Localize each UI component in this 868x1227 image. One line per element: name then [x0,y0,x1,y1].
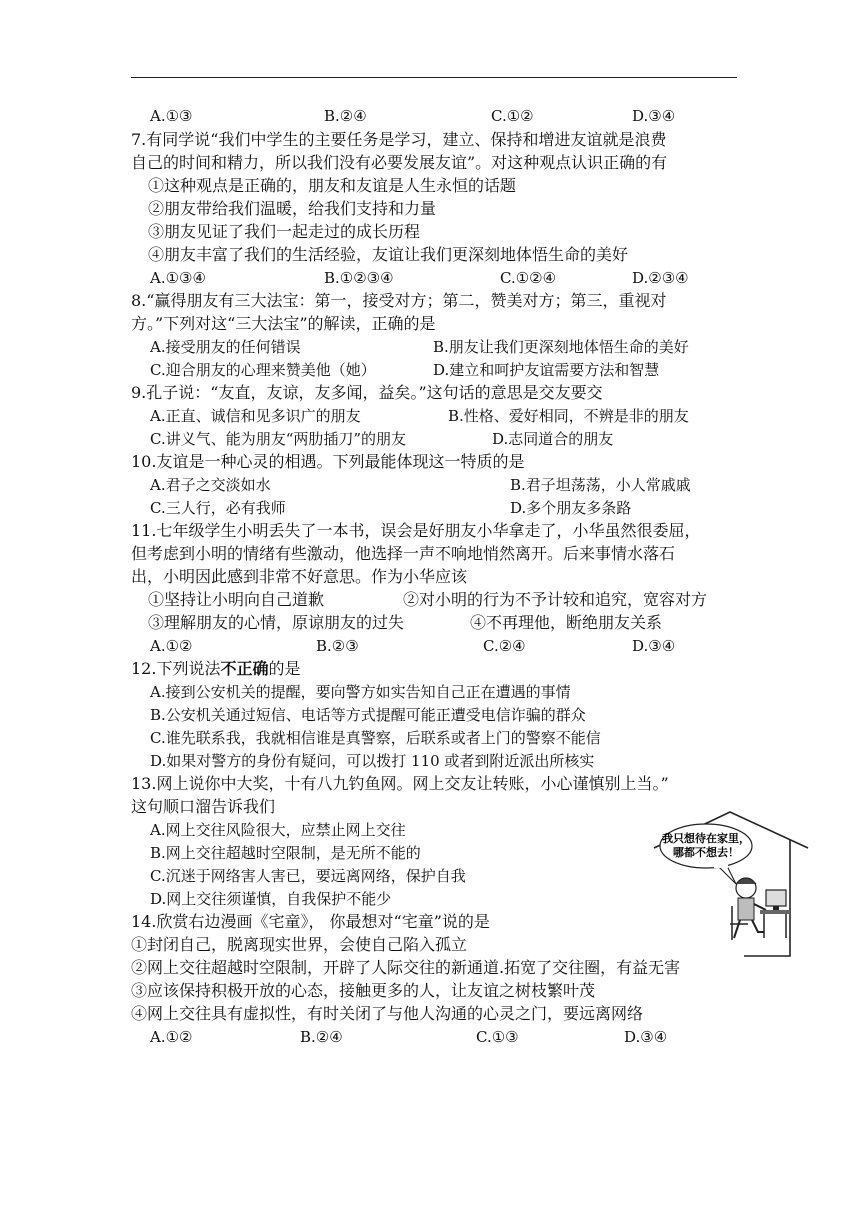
q14-option-d[interactable]: D.③④ [624,1028,668,1046]
q14-stem: 14.欣赏右边漫画《宅童》， 你最想对“宅童”说的是 [131,912,490,931]
q12-option-a[interactable]: A.接到公安机关的提醒，要向警方如实告知自己正在遭遇的事情 [150,683,571,701]
q14-option-c[interactable]: C.①③ [476,1028,519,1046]
q11-item-4: ④不再理他，断绝朋友关系 [470,613,663,632]
header-rule [131,77,737,78]
q12-option-c[interactable]: C.谁先联系我，我就相信谁是真警察，后联系或者上门的警察不能信 [150,729,601,747]
q12-stem-emphasis: 不正确 [220,659,269,678]
q7-option-c[interactable]: C.①②④ [500,269,557,287]
cartoon-zhaitong [652,806,812,968]
q11-stem-line3: 出，小明因此感到非常不好意思。作为小华应该 [131,567,468,586]
q11-item-2: ②对小明的行为不予计较和追究，宽容对方 [403,590,708,609]
q13-option-a[interactable]: A.网上交往风险很大，应禁止网上交往 [150,821,406,839]
q9-option-d[interactable]: D.志同道合的朋友 [492,430,614,448]
q13-stem-line2: 这句顺口溜告诉我们 [131,797,276,816]
q12-stem [131,658,300,680]
bubble-tail-mask [714,863,728,868]
q10-stem: 10.友谊是一种心灵的相遇。下列最能体现这一特质的是 [131,452,525,471]
q12-stem-suffix: 的是 [268,659,301,678]
q6-option-b[interactable]: B.②④ [324,107,367,125]
q9-option-c[interactable]: C.讲义气、能为朋友“两肋插刀”的朋友 [150,430,407,448]
q11-option-d[interactable]: D.③④ [632,637,676,655]
q11-stem-line1: 11.七年级学生小明丢失了一本书，误会是好朋友小华拿走了，小华虽然很委屈， [131,521,701,540]
q10-option-d[interactable]: D.多个朋友多条路 [510,499,632,517]
q6-option-c[interactable]: C.①② [491,107,534,125]
kid-legs [734,920,764,938]
q12-option-d[interactable]: D.如果对警方的身份有疑问，可以拨打 110 或者到附近派出所核实 [150,752,595,770]
monitor-stand [773,906,779,910]
q14-item-2: ②网上交往超越时空限制，开辟了人际交往的新通道.拓宽了交往圈，有益无害 [131,958,681,977]
q10-option-a[interactable]: A.君子之交淡如水 [150,476,271,494]
q11-option-c[interactable]: C.②④ [483,637,526,655]
q6-option-a[interactable]: A.①③ [150,107,193,125]
q7-option-d[interactable]: D.②③④ [632,269,689,287]
kid-arm [754,904,766,910]
q10-option-b[interactable]: B.君子坦荡荡，小人常戚戚 [510,476,691,494]
bubble-line2: 哪都不想去！ [673,846,739,859]
q8-stem-line2: 方。”下列对这“三大法宝”的解读，正确的是 [131,314,436,333]
q7-stem-line1: 7.有同学说“我们中学生的主要任务是学习，建立、保持和增进友谊就是浪费 [131,130,667,149]
q14-item-3: ③应该保持积极开放的心态，接触更多的人，让友谊之树枝繁叶茂 [131,981,596,1000]
q7-stem-line2: 自己的时间和精力，所以我们没有必要发展友谊”。对这种观点认识正确的有 [131,153,668,172]
q7-item-4: ④朋友丰富了我们的生活经验，友谊让我们更深刻地体悟生命的美好 [148,245,629,264]
q7-item-1: ①这种观点是正确的，朋友和友谊是人生永恒的话题 [148,176,517,195]
q14-item-1: ①封闭自己，脱离现实世界，会使自己陷入孤立 [131,935,468,954]
q7-option-a[interactable]: A.①③④ [150,269,206,287]
q8-option-c[interactable]: C.迎合朋友的心理来赞美他（她） [150,361,376,379]
q10-option-c[interactable]: C.三人行，必有我师 [150,499,286,517]
q8-stem-line1: 8.“赢得朋友有三大法宝：第一，接受对方；第二，赞美对方；第三，重视对 [131,291,667,310]
kid-hair [736,878,756,884]
q7-option-b[interactable]: B.①②③④ [324,269,394,287]
q11-item-3: ③理解朋友的心情，原谅朋友的过失 [148,613,405,632]
q13-stem-line1: 13.网上说你中大奖，十有八九钓鱼网。网上交友让转账，小心谨慎别上当。” [131,774,669,793]
bubble-line1: 我只想待在家里， [662,832,750,845]
q14-option-a[interactable]: A.①② [150,1028,193,1046]
q8-option-d[interactable]: D.建立和呵护友谊需要方法和智慧 [433,361,660,379]
q7-item-3: ③朋友见证了我们一起走过的成长历程 [148,222,421,241]
q12-stem-prefix: 12.下列说法 [131,659,221,678]
kid-body [738,898,754,920]
q11-stem-line2: 但考虑到小明的情绪有些激动，他选择一声不响地悄然离开。后来事情水落石 [131,544,676,563]
computer-monitor [766,890,786,906]
q13-option-d[interactable]: D.网上交往须谨慎，自我保护不能少 [150,890,392,908]
desk-top [760,910,790,914]
q14-item-4: ④网上交往具有虚拟性，有时关闭了与他人沟通的心灵之门，要远离网络 [131,1004,644,1023]
q8-option-a[interactable]: A.接受朋友的任何错误 [150,338,301,356]
q13-option-b[interactable]: B.网上交往超越时空限制，是无所不能的 [150,844,421,862]
desk-legs [764,914,786,938]
q8-option-b[interactable]: B.朋友让我们更深刻地体悟生命的美好 [433,338,689,356]
q9-stem: 9.孔子说：“友直，友谅，友多闻，益矣。”这句话的意思是交友要交 [131,383,603,402]
q14-option-b[interactable]: B.②④ [300,1028,343,1046]
q11-option-a[interactable]: A.①② [150,637,193,655]
q7-item-2: ②朋友带给我们温暖，给我们支持和力量 [148,199,437,218]
q12-option-b[interactable]: B.公安机关通过短信、电话等方式提醒可能正遭受电信诈骗的群众 [150,706,586,724]
q11-item-1: ①坚持让小明向自己道歉 [148,590,325,609]
q11-option-b[interactable]: B.②③ [316,637,359,655]
q9-option-b[interactable]: B.性格、爱好相同，不辨是非的朋友 [448,407,689,425]
q13-option-c[interactable]: C.沉迷于网络害人害已，要远离网络，保护自我 [150,867,466,885]
q6-option-d[interactable]: D.③④ [632,107,676,125]
q9-option-a[interactable]: A.正直、诚信和见多识广的朋友 [150,407,361,425]
